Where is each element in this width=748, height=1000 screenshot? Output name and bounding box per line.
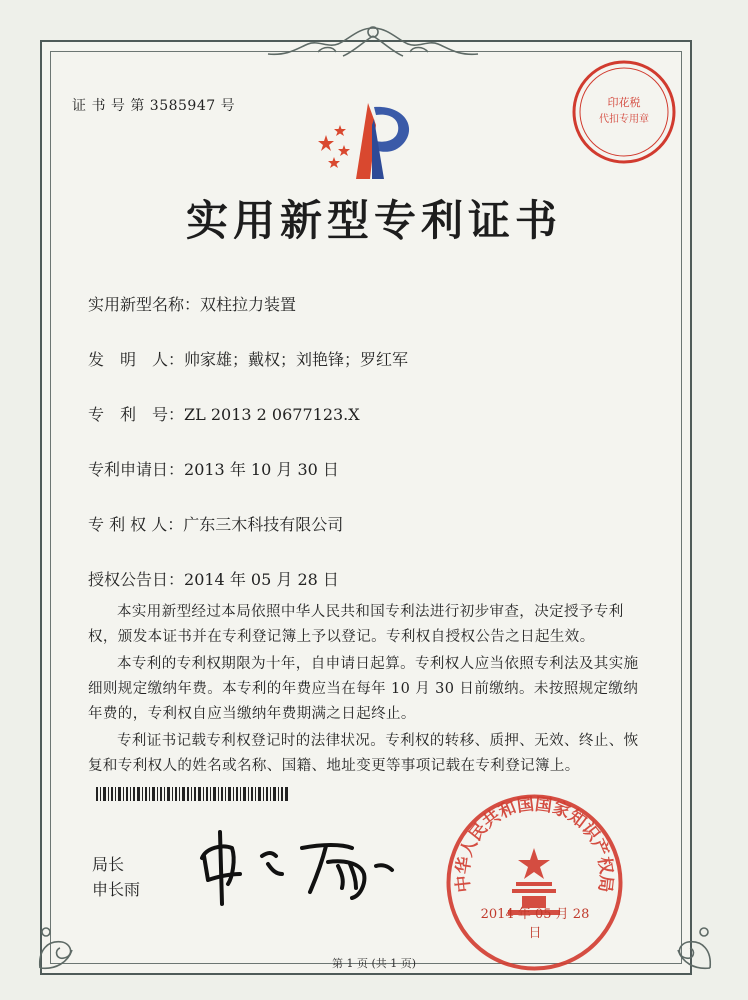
signature-icon <box>192 818 432 908</box>
svg-text:中华人民共和国国家知识产权局 <box>452 795 617 894</box>
patent-number-row <box>88 402 360 425</box>
inventor-row <box>88 347 408 370</box>
certificate-body <box>88 600 646 781</box>
certificate-title: 实用新型专利证书 <box>185 196 562 245</box>
tax-stamp-text: 印花税 <box>607 96 641 109</box>
body-paragraph: 本实用新型经过本局依照中华人民共和国专利法进行初步审查，决定授予专利权，颁发本证书并在专利登记簿上予以登记。专利权自授权公告之日起生效。 <box>88 604 624 645</box>
certificate-number: 证 书 号 第 3585947 号 <box>72 98 236 114</box>
grant-date-value: 2014 年 05 月 28 日 <box>184 570 339 589</box>
seal-date: 2014 年 05 月 28 日 <box>480 907 590 941</box>
body-paragraph: 专利证书记载专利权登记时的法律状况。专利权的转移、质押、无效、终止、恢复和专利权人的姓名或名称、国籍、地址变更等事项记载在专利登记簿上。 <box>88 733 639 774</box>
filing-date-label: 专利申请日： <box>88 460 185 479</box>
patent-number-value: ZL 2013 2 0677123.X <box>184 405 360 424</box>
utility-model-name-row <box>88 292 296 315</box>
director-block <box>92 852 140 902</box>
director-title: 局长 <box>92 855 125 874</box>
barcode <box>96 787 288 801</box>
director-name: 申长雨 <box>92 880 141 899</box>
grant-date-label: 授权公告日： <box>88 570 185 589</box>
official-seal-icon <box>442 790 627 975</box>
filing-date-value: 2013 年 10 月 30 日 <box>184 460 339 479</box>
body-paragraph: 本专利的专利权期限为十年，自申请日起算。专利权人应当依照专利法及其实施细则规定缴纳年费。本专利的年费应当在每年 10 月 30 日前缴纳。未按照规定缴纳年费的，专利权自应当缴纳年费期满之日起终止。 <box>88 656 639 722</box>
patent-number-label: 专 利 号： <box>88 405 185 424</box>
grant-date-row <box>88 567 339 590</box>
svg-text:代扣专用章: 代扣专用章 <box>599 114 649 125</box>
patent-office-logo-icon <box>306 95 436 190</box>
tax-stamp-icon <box>568 56 680 168</box>
official-seal-text: 中华人民共和国国家知识产权局 <box>453 794 616 894</box>
patent-holder-value: 广东三木科技有限公司 <box>183 515 344 534</box>
inventor-label: 发 明 人： <box>88 350 185 369</box>
inventor-value: 帅家雄；戴权；刘艳锋；罗红军 <box>184 350 409 369</box>
utility-model-name-value: 双柱拉力装置 <box>200 295 297 314</box>
page-footer: 第 1 页 (共 1 页) <box>331 957 417 970</box>
filing-date-row <box>88 457 339 480</box>
patent-holder-row <box>88 512 343 535</box>
utility-model-name-label: 实用新型名称： <box>88 295 201 314</box>
patent-holder-label: 专 利 权 人： <box>88 515 184 534</box>
top-ornament-icon <box>248 22 498 64</box>
